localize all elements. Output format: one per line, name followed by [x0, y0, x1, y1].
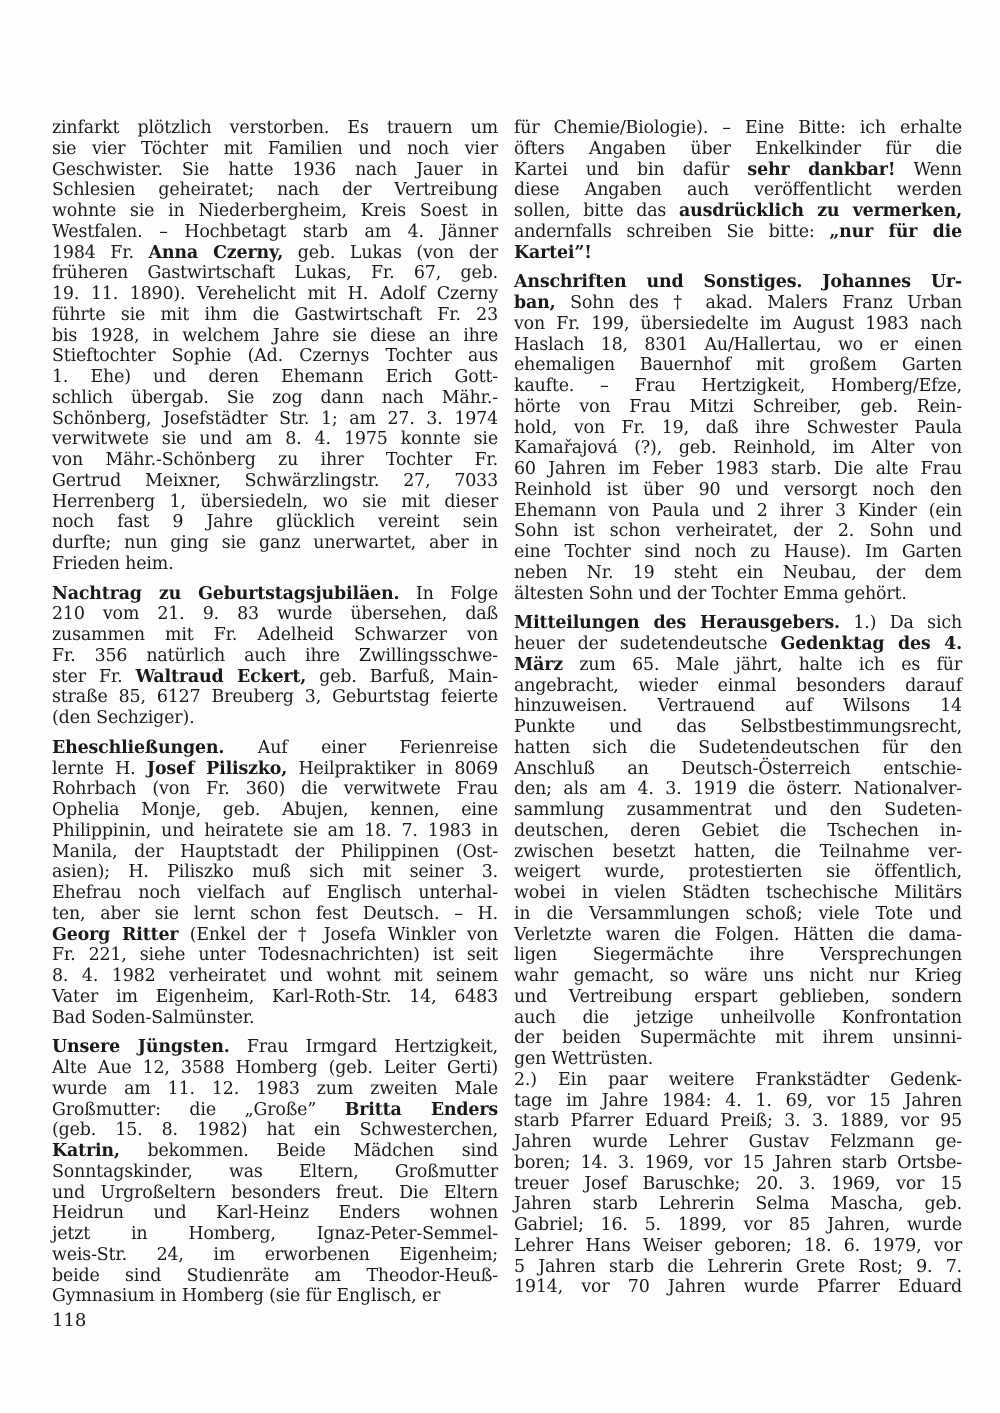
paragraph-gap — [514, 604, 962, 613]
text-segment: auch die jetzige unheilvolle Konfrontation — [514, 1007, 962, 1028]
text-segment: (Enkel der † Josefa Winkler von — [178, 924, 498, 945]
text-line — [52, 1141, 498, 1162]
text-segment: wobei in vielen Städten tschechische Militärs — [514, 883, 962, 903]
text-segment: Manila, der Hauptstadt der Philippinen (Ost- — [52, 841, 498, 862]
text-line — [52, 160, 498, 181]
text-segment: deutschen, deren Gebiet die Tschechen in- — [514, 820, 962, 841]
left-column — [52, 118, 498, 1307]
text-segment: (geb. 15. 8. 1982) hat ein Schwesterchen, — [52, 1120, 498, 1141]
text-line — [52, 1203, 498, 1224]
text-segment: hörte von Frau Mitzi Schreiber, geb. Rein- — [514, 396, 962, 417]
text-segment: Ehemann von Paula und 2 ihrer 3 Kinder (ein — [514, 500, 962, 521]
text-line — [52, 1037, 498, 1058]
text-segment: Fr. 221, siehe unter Todesnachrichten) ist seit — [52, 945, 498, 966]
text-segment: Sohn des † akad. Malers Franz Urban — [555, 293, 962, 313]
text-line — [52, 1079, 498, 1100]
text-line — [514, 655, 962, 676]
text-segment: Gertrud Meixner, Schwärzlingstr. 27, 7033 — [52, 470, 498, 491]
text-line — [514, 717, 962, 738]
bold-text: ausdrücklich zu vermerken, — [678, 201, 962, 221]
text-line — [52, 305, 498, 326]
text-segment: Rohrbach (von Fr. 360) die verwitwete Frau — [52, 779, 498, 800]
text-segment: Alte Aue 12, 3588 Homberg (geb. Leiter Gerti) — [52, 1058, 498, 1078]
text-segment: weigert wurde, protestierten sie öffentlich, — [514, 862, 962, 883]
text-line — [52, 284, 498, 305]
text-segment: diese Angaben auch veröffentlicht werden — [514, 180, 962, 201]
text-segment: Herrenberg 1, übersiedeln, wo sie mit dieser — [52, 491, 498, 512]
text-line — [514, 521, 962, 542]
text-segment: Fr. 356 natürlich auch ihre Zwillingsschwe- — [52, 645, 498, 666]
text-segment: gen Wettrüsten. — [514, 1049, 654, 1069]
text-line — [52, 779, 498, 800]
paragraph-unsere-juengsten-continued — [514, 118, 962, 263]
text-line — [52, 883, 498, 904]
text-line — [52, 821, 498, 842]
text-line — [52, 512, 498, 533]
text-line — [514, 634, 962, 655]
text-segment: und Urgroßeltern besonders freut. Die Eltern — [52, 1182, 498, 1203]
text-line — [52, 471, 498, 492]
text-line — [52, 925, 498, 946]
text-line — [52, 904, 498, 925]
text-segment: jetzt in Homberg, Ignaz-Peter-Semmel- — [52, 1224, 498, 1244]
text-segment: Lehrer Hans Weiser geboren; 18. 6. 1979, vor — [514, 1235, 962, 1256]
text-line — [514, 222, 962, 243]
text-line — [52, 800, 498, 821]
text-line — [52, 533, 498, 554]
text-segment: starb Pfarrer Eduard Preiß; 3. 3. 1889, vor 95 — [514, 1111, 962, 1132]
paragraph-nachtrag-geburtstagsjubilaeen — [52, 584, 498, 729]
paragraph-anschriften-und-sonstiges — [514, 272, 962, 604]
text-line — [514, 335, 962, 356]
text-line — [514, 904, 962, 925]
text-segment: 2.) Ein paar weitere Frankstädter Gedenk- — [514, 1069, 962, 1090]
text-segment: für Chemie/Biologie). – Eine Bitte: ich erhalte — [514, 118, 962, 138]
text-line — [514, 139, 962, 160]
text-segment: wohnte sie in Niederbergheim, Kreis Soest in — [52, 201, 498, 221]
text-segment: neben Nr. 19 steht ein Neubau, der dem — [514, 562, 962, 583]
text-segment: Heidrun und Karl-Heinz Enders wohnen — [52, 1203, 498, 1224]
bold-text: Eheschließungen. — [52, 737, 225, 758]
text-segment: hatten sich die Sudetendeutschen für den — [514, 737, 962, 758]
text-segment: lernte H. — [52, 758, 147, 779]
text-line — [514, 842, 962, 863]
text-line — [514, 293, 962, 314]
bold-text: Gedenktag des 4. — [780, 634, 962, 654]
text-line — [52, 1100, 498, 1121]
text-line — [514, 696, 962, 717]
text-line — [514, 542, 962, 563]
text-segment: ältesten Sohn und der Tochter Emma gehört. — [514, 583, 907, 604]
text-line — [52, 1162, 498, 1183]
text-line — [514, 613, 962, 634]
text-segment: in die Versammlungen schoß; viele Tote und — [514, 903, 962, 924]
text-segment: eine Tochter sind noch zu Hause). Im Garten — [514, 542, 962, 562]
paragraph-gap — [52, 575, 498, 584]
text-segment: 1.) Da sich — [839, 613, 962, 634]
bold-text: Nachtrag zu Geburtstagsjubiläen. — [52, 583, 400, 604]
text-line — [52, 346, 498, 367]
text-line — [52, 604, 498, 625]
text-segment: ster Fr. — [52, 666, 136, 687]
text-segment: noch fast 9 Jahre glücklich vereint sein — [52, 512, 498, 533]
text-line — [514, 738, 962, 759]
text-segment: wurde am 11. 12. 1983 zum zweiten Male — [52, 1078, 498, 1099]
text-segment: zusammen mit Fr. Adelheid Schwarzer von — [52, 625, 498, 645]
text-line — [514, 501, 962, 522]
text-line — [52, 409, 498, 430]
text-segment: von Fr. 199, übersiedelte im August 1983 nach — [514, 313, 962, 334]
text-segment: Auf einer Ferienreise — [224, 737, 498, 758]
text-line — [52, 584, 498, 605]
bold-text: Mitteilungen des Herausgebers. — [514, 613, 840, 634]
paragraph-gap — [52, 729, 498, 738]
text-segment: sie vier Töchter mit Familien und noch vier — [52, 138, 498, 159]
text-line — [52, 687, 498, 708]
paragraph-gap — [52, 1028, 498, 1037]
text-line — [514, 779, 962, 800]
bold-text: Britta Enders — [344, 1099, 498, 1120]
text-segment: Sohn ist schon verheiratet, der 2. Sohn und — [514, 521, 962, 542]
text-segment: tage im Jahre 1984: 4. 1. 69, vor 15 Jahren — [514, 1090, 962, 1111]
text-segment: ten, aber sie lernt schon fest Deutsch. – H. — [52, 903, 498, 924]
paragraph-obituary-continued — [52, 118, 498, 575]
text-line — [514, 1008, 962, 1029]
text-line — [52, 367, 498, 388]
text-line — [52, 388, 498, 409]
bold-text: Georg Ritter — [52, 924, 179, 945]
text-line — [52, 1008, 498, 1029]
text-segment: hinzuweisen. Vertrauend auf Wilsons 14 — [514, 696, 962, 717]
text-segment: beide sind Studienräte am Theodor-Heuß- — [52, 1265, 498, 1286]
text-line — [52, 118, 498, 139]
text-line — [52, 492, 498, 513]
text-line — [514, 1277, 962, 1298]
text-segment: (den Sechziger). — [52, 708, 195, 728]
text-line — [52, 987, 498, 1008]
text-segment: andernfalls schreiben Sie bitte: — [514, 221, 830, 242]
text-line — [514, 1028, 962, 1049]
text-segment: durfte; nun ging sie ganz unerwartet, aber in — [52, 533, 498, 553]
text-segment: Gymnasium in Homberg (sie für Englisch, er — [52, 1286, 441, 1307]
text-line — [52, 450, 498, 471]
text-line — [514, 676, 962, 697]
text-segment: bis 1928, in welchem Jahre sie diese an ihre — [52, 325, 498, 346]
text-line — [52, 1183, 498, 1204]
text-segment: 1914, vor 70 Jahren wurde Pfarrer Eduard — [514, 1277, 962, 1298]
text-line — [52, 201, 498, 222]
text-line — [514, 160, 962, 181]
bold-text: sehr dankbar! — [747, 159, 896, 180]
text-line — [52, 842, 498, 863]
paragraph-unsere-juengsten — [52, 1037, 498, 1307]
text-line — [514, 800, 962, 821]
text-segment: schlich übergab. Sie zog dann nach Mähr.- — [52, 387, 498, 408]
text-segment: 210 vom 21. 9. 83 wurde übersehen, daß — [52, 604, 498, 625]
text-segment: bekommen. Beide Mädchen sind — [119, 1141, 498, 1161]
text-line — [514, 1132, 962, 1153]
text-segment: kaufte. – Frau Hertzigkeit, Homberg/Efze, — [514, 376, 962, 396]
text-line — [52, 738, 498, 759]
text-line — [52, 759, 498, 780]
text-line — [514, 584, 962, 605]
text-segment: den; als am 4. 3. 1919 die österr. Nationalver- — [514, 779, 962, 800]
text-line — [514, 397, 962, 418]
text-segment: 1984 Fr. — [52, 242, 149, 263]
text-segment: zum 65. Male jährt, halte ich es für — [562, 654, 962, 675]
bold-text: März — [514, 654, 563, 675]
text-segment: Frieden heim. — [52, 553, 174, 574]
text-segment: sollen, bitte das — [514, 201, 679, 221]
text-line — [514, 1194, 962, 1215]
text-segment: hold, von Fr. 19, daß ihre Schwester Paula — [514, 417, 962, 438]
text-segment: 60 Jahren im Feber 1983 starb. Die alte Frau — [514, 459, 962, 479]
bold-text: Unsere Jüngsten. — [52, 1037, 230, 1058]
text-segment: von Mähr.-Schönberg zu ihrer Tochter Fr. — [52, 450, 498, 470]
text-line — [52, 667, 498, 688]
text-segment: Kartei und bin dafür — [514, 159, 748, 180]
text-segment: Sonntagskinder, was Eltern, Großmutter — [52, 1161, 498, 1182]
text-segment: Philippinin, und heiratete sie am 18. 7. 1983 in — [52, 820, 498, 841]
text-segment: Schönberg, Josefstädter Str. 1; am 27. 3. 1974 — [52, 408, 498, 429]
text-line — [514, 418, 962, 439]
page-number: 118 — [52, 1310, 87, 1331]
bold-text: ban, — [514, 293, 556, 313]
text-segment: Gabriel; 16. 5. 1899, vor 85 Jahren, wurde — [514, 1215, 962, 1235]
text-segment: wahr gemacht, so wäre uns nicht nur Krieg — [514, 966, 962, 986]
text-line — [514, 272, 962, 293]
text-line — [514, 201, 962, 222]
text-line — [514, 1049, 962, 1070]
text-line — [52, 1286, 498, 1307]
text-line — [52, 1224, 498, 1245]
text-segment: weis-Str. 24, im erworbenen Eigenheim; — [52, 1244, 498, 1265]
text-line — [52, 1266, 498, 1287]
text-line — [52, 554, 498, 575]
text-segment: boren; 14. 3. 1969, vor 15 Jahren starb Ortsbe- — [514, 1152, 962, 1173]
paragraph-gap — [514, 263, 962, 272]
text-segment: Verletzte waren die Folgen. Hätten die dama- — [514, 924, 962, 945]
text-segment: 8. 4. 1982 verheiratet und wohnt mit seinem — [52, 966, 498, 986]
text-segment: Heilpraktiker in 8069 — [287, 758, 499, 779]
text-segment: Jahren starb Lehrerin Selma Mascha, geb. — [514, 1194, 962, 1215]
text-line — [52, 1245, 498, 1266]
text-line — [514, 1070, 962, 1091]
text-line — [514, 438, 962, 459]
text-line — [52, 180, 498, 201]
text-segment: Punkte und das Selbstbestimmungsrecht, — [514, 717, 962, 737]
text-line — [52, 646, 498, 667]
text-line — [52, 139, 498, 160]
text-segment: Bad Soden-Salmünster. — [52, 1007, 255, 1028]
text-segment: sammlung zusammentrat und den Sudeten- — [514, 800, 962, 820]
text-segment: führte sie mit ihm die Gastwirtschaft Fr. 23 — [52, 304, 498, 325]
text-segment: Reinhold ist über 90 und versorgt noch den — [514, 479, 962, 500]
text-segment: Stieftochter Sophie (Ad. Czernys Tochter aus — [52, 346, 498, 367]
right-column — [514, 118, 962, 1298]
text-segment: zwischen besetzt hatten, die Teilnahme ver- — [514, 841, 962, 862]
text-segment: Großmutter: die „Große” — [52, 1099, 345, 1120]
text-segment: Kamařajová (?), geb. Reinhold, im Alter von — [514, 438, 962, 459]
text-segment: Haslach 18, 8301 Au/Hallertau, wo er einen — [514, 334, 962, 355]
text-segment: früheren Gastwirtschaft Lukas, Fr. 67, geb. — [52, 263, 498, 284]
text-segment: treuer Josef Baruschke; 20. 3. 1969, vor 15 — [514, 1173, 962, 1194]
text-segment: und Vertreibung erspart geblieben, sondern — [514, 986, 962, 1007]
text-line — [514, 1215, 962, 1236]
text-segment: asien); H. Piliszko muß sich mit seiner 3. — [52, 862, 498, 883]
bold-text: Katrin, — [52, 1141, 120, 1161]
text-line — [514, 1091, 962, 1112]
text-line — [52, 429, 498, 450]
text-line — [514, 243, 962, 264]
text-line — [514, 1111, 962, 1132]
text-segment: straße 85, 6127 Breuberg 3, Geburtstag feierte — [52, 687, 498, 708]
text-line — [52, 862, 498, 883]
bold-text: Waltraud Eckert, — [135, 666, 307, 687]
text-segment: 19. 11. 1890). Verehelicht mit H. Adolf Czerny — [52, 284, 498, 304]
text-line — [514, 966, 962, 987]
text-line — [514, 355, 962, 376]
text-line — [514, 759, 962, 780]
text-segment: ehemaligen Bauernhof mit großem Garten — [514, 355, 962, 376]
text-segment: ligen Siegermächte ihre Versprechungen — [514, 945, 962, 966]
text-line — [52, 945, 498, 966]
text-line — [514, 1257, 962, 1278]
text-line — [514, 376, 962, 397]
text-line — [52, 966, 498, 987]
paragraph-eheschliessungen — [52, 738, 498, 1029]
text-line — [514, 862, 962, 883]
bold-text: Anschriften und Sonstiges. Johannes Ur- — [514, 272, 962, 293]
bold-text: Kartei”! — [514, 242, 592, 263]
text-segment: 1. Ehe) und deren Ehemann Erich Gott- — [52, 367, 498, 387]
text-segment: Wenn — [895, 159, 962, 180]
text-line — [514, 563, 962, 584]
text-line — [514, 925, 962, 946]
text-line — [52, 263, 498, 284]
text-line — [514, 821, 962, 842]
text-segment: 5 Jahren starb die Lehrerin Grete Rost; 9. 7. — [514, 1256, 962, 1277]
text-segment: der beiden Supermächte mit ihrem unsinni- — [514, 1028, 962, 1049]
text-segment: zinfarkt plötzlich verstorben. Es trauern um — [52, 118, 498, 138]
paragraph-mitteilungen-des-herausgebers — [514, 613, 962, 1070]
text-segment: Vater im Eigenheim, Karl-Roth-Str. 14, 6483 — [52, 986, 498, 1007]
text-line — [52, 222, 498, 243]
text-segment: öfters Angaben über Enkelkinder für die — [514, 138, 962, 159]
text-segment: Schlesien geheiratet; nach der Vertreibung — [52, 180, 498, 201]
text-segment: Jahren wurde Lehrer Gustav Felzmann ge- — [514, 1132, 962, 1152]
text-line — [514, 1236, 962, 1257]
text-line — [514, 314, 962, 335]
text-line — [52, 243, 498, 264]
text-line — [514, 180, 962, 201]
text-line — [52, 1058, 498, 1079]
text-line — [514, 1153, 962, 1174]
paragraph-gedenktage-1984 — [514, 1070, 962, 1298]
text-segment: Frau Irmgard Hertzigkeit, — [229, 1037, 499, 1058]
text-segment: Geschwister. Sie hatte 1936 nach Jauer in — [52, 159, 498, 180]
text-line — [52, 326, 498, 347]
text-line — [52, 625, 498, 646]
text-line — [514, 945, 962, 966]
text-segment: Ophelia Monje, geb. Abujen, kennen, eine — [52, 800, 498, 820]
text-line — [52, 708, 498, 729]
bold-text: Anna Czerny, — [148, 242, 284, 263]
text-segment: Anschluß an Deutsch-Österreich entschie- — [514, 758, 962, 779]
text-segment: verwitwete sie und am 8. 4. 1975 konnte sie — [52, 429, 498, 450]
text-line — [514, 459, 962, 480]
text-line — [514, 1174, 962, 1195]
text-segment: geb. Lukas (von der — [283, 242, 499, 263]
text-line — [514, 118, 962, 139]
text-segment: geb. Barfuß, Main- — [306, 666, 498, 687]
text-line — [514, 987, 962, 1008]
text-line — [514, 883, 962, 904]
text-segment: Westfalen. – Hochbetagt starb am 4. Jänner — [52, 221, 498, 242]
text-segment: angebracht, wieder einmal besonders darauf — [514, 675, 962, 696]
text-line — [514, 480, 962, 501]
text-segment: Ehefrau noch vielfach auf Englisch unterhal- — [52, 883, 498, 903]
text-segment: heuer der sudetendeutsche — [514, 634, 781, 654]
text-segment: In Folge — [399, 583, 498, 604]
bold-text: Josef Piliszko, — [146, 758, 288, 779]
text-line — [52, 1120, 498, 1141]
bold-text: „nur für die — [829, 221, 962, 242]
